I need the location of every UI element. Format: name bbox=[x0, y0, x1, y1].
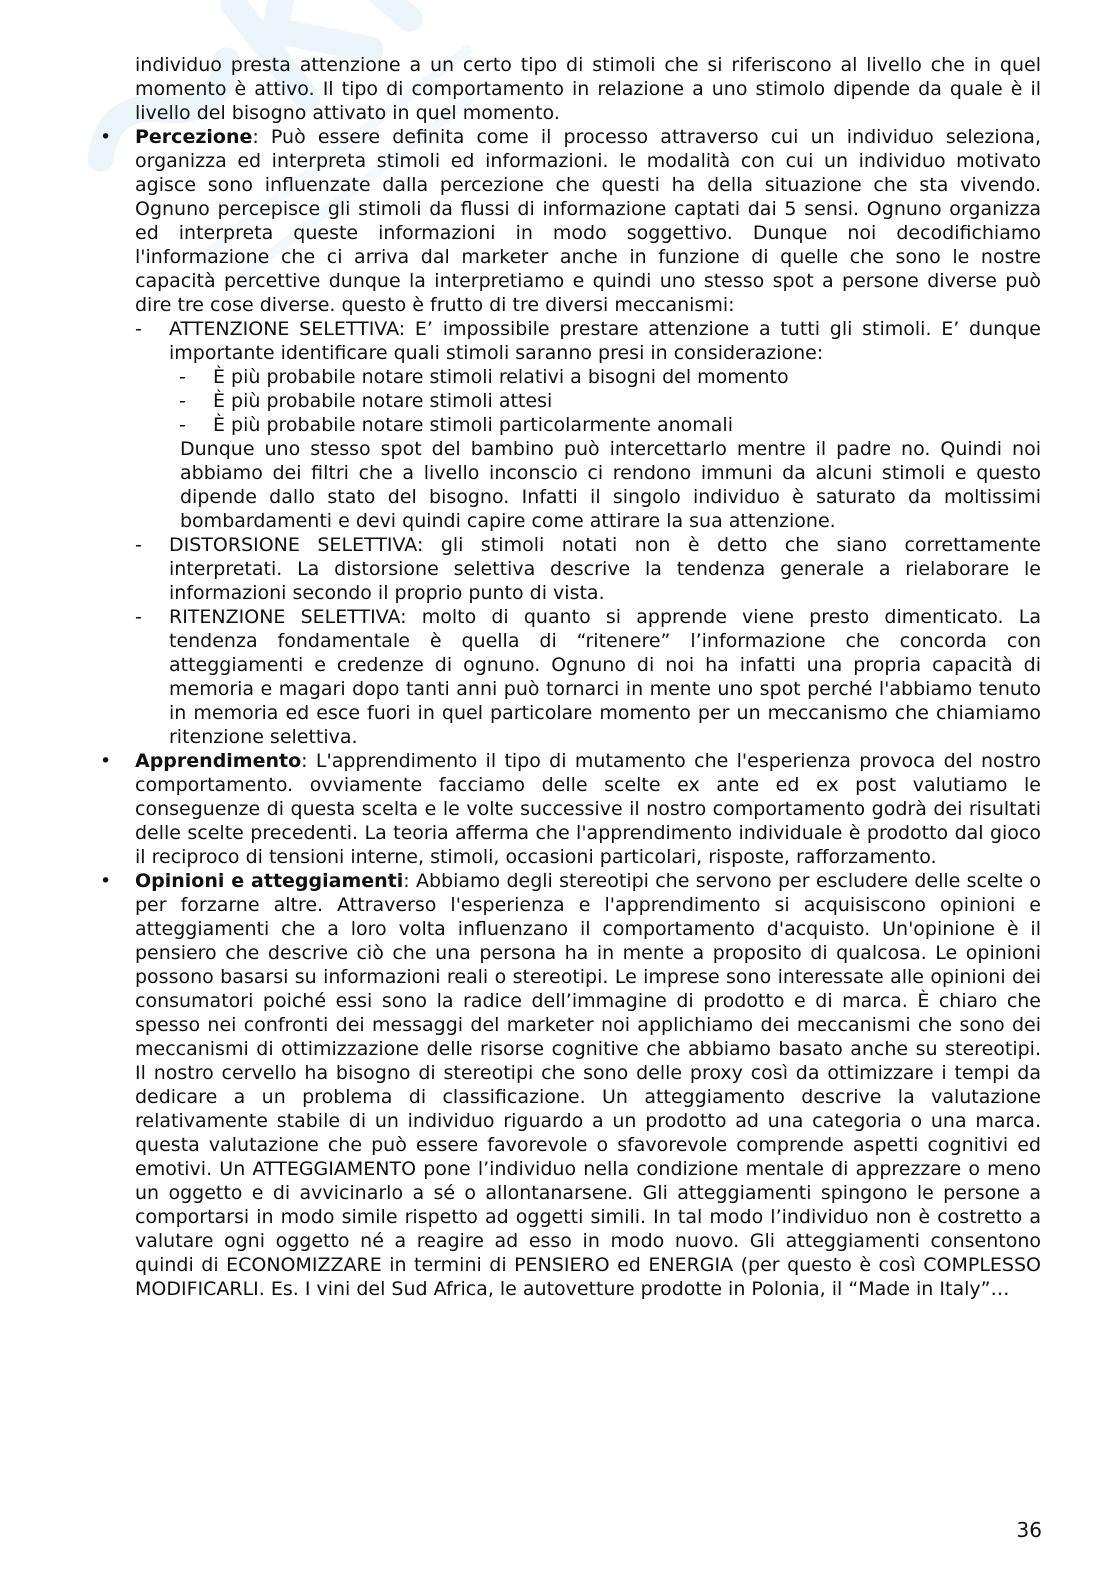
bullet-title: Apprendimento bbox=[135, 750, 302, 772]
dash-icon: - bbox=[179, 414, 186, 436]
dash-icon: - bbox=[135, 534, 142, 556]
intro-paragraph: individuo presta attenzione a un certo tipo di stimoli che si riferiscono al livello che in quel momento è attivo. Il tipo di comportamento in relazione a uno stimolo dipende da quale è il livello del bisogno attivato in quel momento. bbox=[135, 54, 1041, 124]
sub-list-item bbox=[135, 365, 1041, 389]
bullet-text: : Può essere definita come il processo attraverso cui un individuo seleziona, organizza ed interpreta stimoli ed informazioni. le modalità con cui un individuo motivato agisce sono influenzate dalla percezione che questi ha della situazione che sta vivendo. Ognuno percepisce gli stimoli da flussi di informazione captati dai 5 sensi. Ognuno organizza ed interpreta queste informazioni in modo soggettivo. Dunque noi decodifichiamo l'informazione che ci arriva dal marketer anche in funzione di quelle che sono le nostre capacità percettive dunque la interpretiamo e quindi uno stesso spot a persone diverse può dire tre cose diverse. questo è frutto di tre diversi meccanismi: bbox=[135, 126, 1041, 316]
mechanism-text: DISTORSIONE SELETTIVA: gli stimoli notati non è detto che siano correttamente interpretati. La distorsione selettiva descrive la tendenza generale a rielaborare le informazioni secondo il proprio punto di vista. bbox=[169, 534, 1041, 604]
dash-icon: - bbox=[179, 390, 186, 412]
bullet-paragraph bbox=[135, 869, 1041, 1301]
bullet-item-percezione bbox=[100, 125, 1041, 749]
dash-icon: - bbox=[179, 366, 186, 388]
bullet-icon: • bbox=[100, 126, 112, 148]
sub-list-text: È più probabile notare stimoli particolarmente anomali bbox=[213, 414, 733, 436]
sub-list-item bbox=[135, 413, 1041, 437]
page-number: 36 bbox=[1016, 1518, 1042, 1542]
mechanism-item-attenzione bbox=[135, 317, 1041, 365]
bullet-title: Opinioni e atteggiamenti bbox=[135, 870, 404, 892]
sub-list-text: È più probabile notare stimoli attesi bbox=[213, 390, 553, 412]
dash-icon: - bbox=[135, 606, 142, 628]
bullet-paragraph bbox=[135, 125, 1041, 317]
dash-icon: - bbox=[135, 318, 142, 340]
mechanism-text: ATTENZIONE SELETTIVA: E’ impossibile prestare attenzione a tutti gli stimoli. E’ dunque importante identificare quali stimoli saranno presi in considerazione: bbox=[169, 318, 1041, 364]
bullet-text: : Abbiamo degli stereotipi che servono per escludere delle scelte o per forzarne altre. Attraverso l'esperienza e l'apprendimento si acquisiscono opinioni e atteggiamenti che a loro volta influenzano il comportamento d'acquisto. Un'opinione è il pensiero che descrive ciò che una persona ha in mente a proposito di qualcosa. Le opinioni possono basarsi su informazioni reali o stereotipi. Le imprese sono interessate alle opinioni dei consumatori poiché essi sono la radice dell’immagine di prodotto e di marca. È chiaro che spesso nei confronti dei messaggi del marketer noi applichiamo dei meccanismi che sono dei meccanismi di ottimizzazione delle risorse cognitive che abbiamo basato anche su stereotipi. Il nostro cervello ha bisogno di stereotipi che sono delle proxy così da ottimizzare i tempi da dedicare a un problema di classificazione. Un atteggiamento descrive la valutazione relativamente stabile di un individuo riguardo a un prodotto ad una categoria o una marca. questa valutazione che può essere favorevole o sfavorevole comprende aspetti cognitivi ed emotivi. Un ATTEGGIAMENTO pone l’individuo nella condizione mentale di apprezzare o meno un oggetto e di avvicinarlo a sé o allontanarsene. Gli atteggiamenti spingono le persone a comportarsi in modo simile rispetto ad oggetti simili. In tal modo l’individuo non è costretto a valutare ogni oggetto né a reagire ad esso in modo nuovo. Gli atteggiamenti consentono quindi di ECONOMIZZARE in termini di PENSIERO ed ENERGIA (per questo è così COMPLESSO MODIFICARLI. Es. I vini del Sud Africa, le autovetture prodotte in Polonia, il “Made in Italy”… bbox=[135, 870, 1041, 1300]
document-body bbox=[100, 53, 1041, 1301]
bullet-text: : L'apprendimento il tipo di mutamento che l'esperienza provoca del nostro comportamento. ovviamente facciamo delle scelte ex ante ed ex post valutiamo le conseguenze di questa scelta e le volte successive il nostro comportamento godrà dei risultati delle scelte precedenti. La teoria afferma che l'apprendimento individuale è prodotto dal gioco il reciproco di tensioni interne, stimoli, occasioni particolari, risposte, rafforzamento. bbox=[135, 750, 1041, 868]
sub-list-text: È più probabile notare stimoli relativi a bisogni del momento bbox=[213, 366, 789, 388]
bullet-icon: • bbox=[100, 870, 112, 892]
bullet-item-apprendimento bbox=[100, 749, 1041, 869]
bullet-paragraph bbox=[135, 749, 1041, 869]
mechanism-text: RITENZIONE SELETTIVA: molto di quanto si apprende viene presto dimenticato. La tendenza fondamentale è quella di “ritenere” l’informazione che concorda con atteggiamenti e credenze di ognuno. Ognuno di noi ha infatti una propria capacità di memoria e magari dopo tanti anni può tornarci in mente uno spot perché l'abbiamo tenuto in memoria ed esce fuori in quel particolare momento per un meccanismo che chiamiamo ritenzione selettiva. bbox=[169, 606, 1041, 748]
bullet-icon: • bbox=[100, 750, 112, 772]
mechanism-item-ritenzione bbox=[135, 605, 1041, 749]
bullet-item-opinioni bbox=[100, 869, 1041, 1301]
mechanism-followup-paragraph: Dunque uno stesso spot del bambino può intercettarlo mentre il padre no. Quindi noi abbiamo dei filtri che a livello inconscio ci rendono immuni da alcuni stimoli e questo dipende dallo stato del bisogno. Infatti il singolo individuo è saturato da moltissimi bombardamenti e devi quindi capire come attirare la sua attenzione. bbox=[180, 438, 1041, 532]
sub-list-item bbox=[135, 389, 1041, 413]
bullet-title: Percezione bbox=[135, 126, 253, 148]
mechanism-item-distorsione bbox=[135, 533, 1041, 605]
